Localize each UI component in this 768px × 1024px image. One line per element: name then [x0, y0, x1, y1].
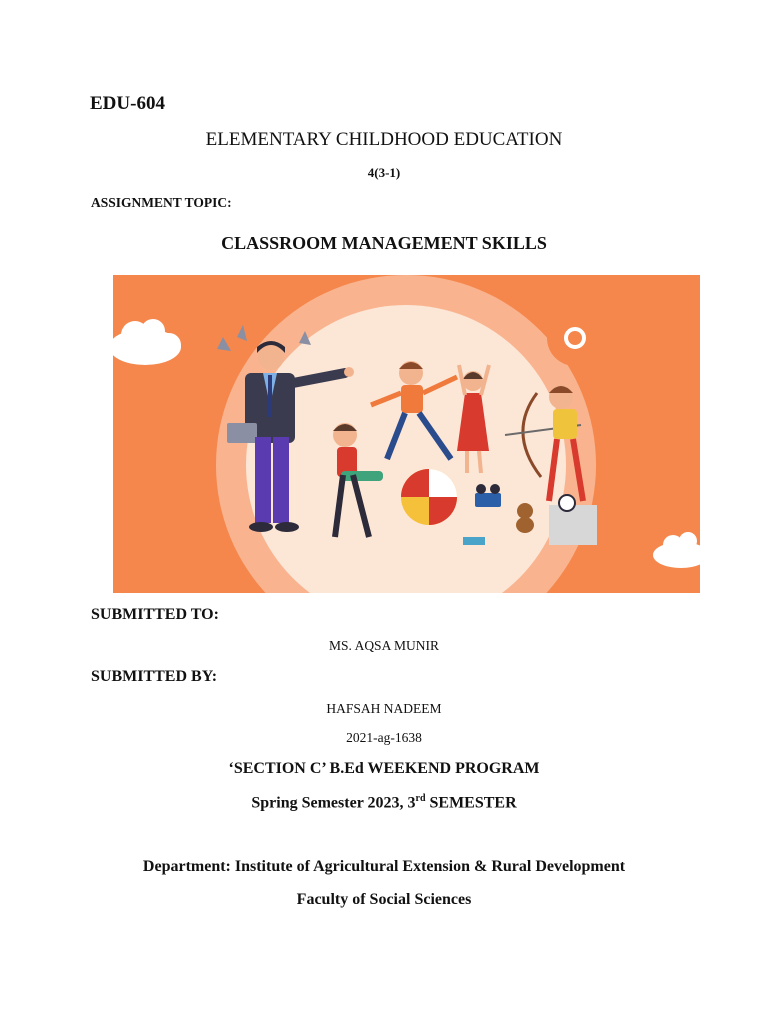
program-section: ‘SECTION C’ B.Ed WEEKEND PROGRAM [228, 760, 540, 777]
semester-ordinal: rd [415, 793, 426, 804]
beach-ball-icon [401, 469, 457, 525]
assignment-topic: CLASSROOM MANAGEMENT SKILLS [221, 233, 547, 253]
semester-prefix: Spring Semester 2023, 3 [251, 794, 416, 812]
semester-line [0, 793, 768, 812]
department-line: Department: Institute of Agricultural Extension & Rural Development [142, 858, 626, 875]
teacher-name: MS. AQSA MUNIR [329, 638, 439, 653]
student-name: HAFSAH NADEEM [326, 701, 442, 716]
submitted-by-label: SUBMITTED BY: [91, 668, 218, 685]
course-title: ELEMENTARY CHILDHOOD EDUCATION [205, 129, 563, 150]
chat-bubble-icon [547, 310, 603, 366]
registration-number: 2021-ag-1638 [346, 730, 422, 745]
assignment-topic-label: ASSIGNMENT TOPIC: [91, 195, 232, 210]
faculty-line: Faculty of Social Sciences [296, 891, 472, 908]
submitted-to-label: SUBMITTED TO: [91, 606, 219, 623]
credit-hours: 4(3-1) [367, 165, 401, 180]
book-icon [463, 537, 485, 545]
classroom-illustration [113, 275, 700, 593]
semester-suffix: SEMESTER [425, 794, 517, 812]
course-code: EDU-604 [90, 93, 165, 114]
